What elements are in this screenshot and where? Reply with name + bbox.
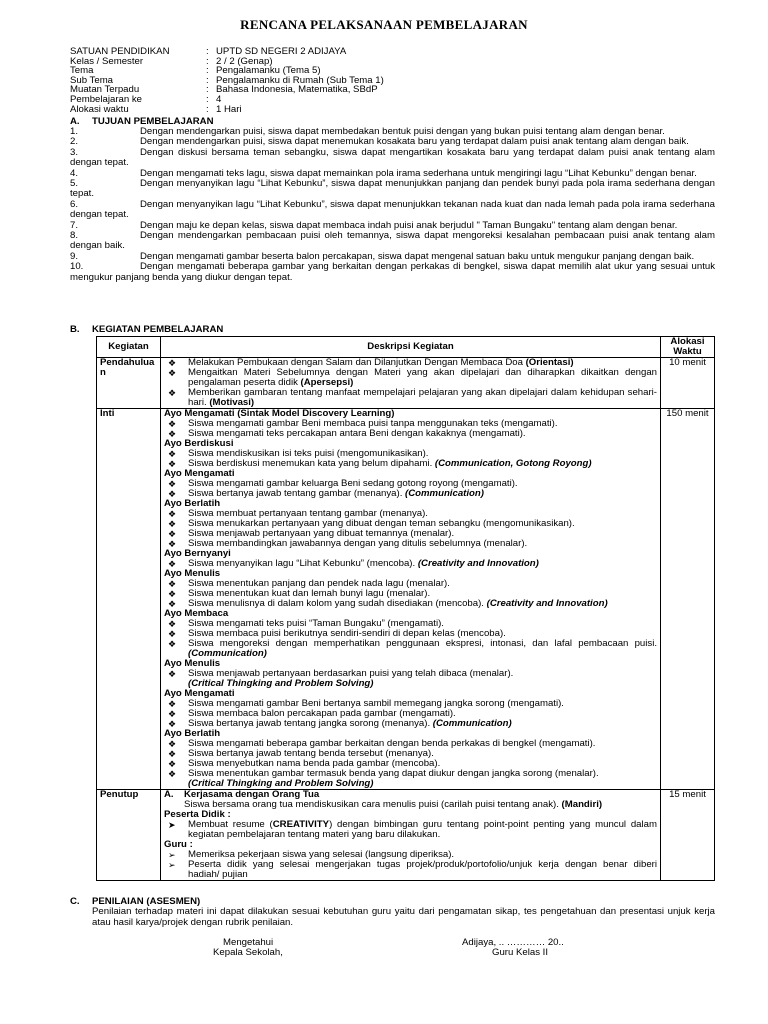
- bullet-diamond-icon: ❖: [168, 489, 177, 499]
- inti-description: [161, 409, 661, 790]
- bullet-diamond-icon: ❖: [168, 599, 177, 609]
- objective-item: [70, 231, 715, 252]
- activity-item: [164, 599, 657, 609]
- objective-text: Dengan mendengarkan pembacaan puisi oleh temannya, siswa dapat mengoreksi kesalahan pembacaan puisi anak tentang alam dengan baik.: [70, 230, 715, 252]
- penutup-a-number: A.: [164, 789, 174, 800]
- objective-number: 9.: [70, 250, 79, 262]
- signature-right-line1: Adijaya, .. ………… 20..: [462, 937, 564, 948]
- objective-item: [70, 148, 715, 169]
- bullet-body: Siswa menentukan kuat dan lemah bunyi lagu (menalar).: [188, 588, 431, 599]
- bullet-body: Memberikan gambaran tentang manfaat mempelajari pelajaran yang akan dipelajari dalam kehidupan sehari-hari.: [188, 387, 657, 408]
- bullet-diamond-icon: ❖: [168, 579, 177, 589]
- activity-item: [164, 559, 657, 569]
- bullet-diamond-icon: ❖: [168, 769, 177, 779]
- bullet-tag: (Communication, Gotong Royong): [434, 458, 592, 469]
- objective-text: Dengan mendengarkan puisi, siswa dapat membedakan bentuk puisi dengan yang bukan puisi tentang alam dengan benar.: [140, 126, 665, 137]
- objective-text: Dengan menyanyikan lagu “Lihat Kebunku”, siswa dapat menunjukkan tekanan nada kuat dan nada lemah pada pola irama sederhana dengan tepat.: [70, 198, 715, 221]
- meta-row: [70, 47, 710, 57]
- bullet-text: [188, 599, 657, 609]
- bullet-diamond-icon: ❖: [168, 739, 177, 749]
- bullet-body: Siswa mengamati gambar keluarga Beni sedang gotong royong (mengamati).: [188, 478, 518, 489]
- bullet-diamond-icon: ❖: [168, 709, 177, 719]
- learning-objectives: [70, 127, 715, 283]
- bullet-body: Siswa menyanyikan lagu “Lihat Kebunku” (mencoba).: [188, 558, 418, 569]
- penutup-label: Penutup: [97, 790, 161, 881]
- penutup-description: [161, 790, 661, 881]
- bullet-tag: (Communication): [405, 488, 484, 499]
- activity-heading: Ayo Menulis: [164, 568, 221, 579]
- meta-row: [70, 57, 710, 67]
- bullet-diamond-icon: ❖: [168, 479, 177, 489]
- meta-row: [70, 95, 710, 105]
- header-kegiatan: Kegiatan: [97, 337, 161, 358]
- section-a-title: TUJUAN PEMBELAJARAN: [92, 116, 214, 127]
- bullet-body: Siswa mengamati gambar Beni bertanya sambil memegang jangka sorong (mengamati).: [188, 698, 564, 709]
- bullet-body: Siswa menukarkan pertanyaan yang dibuat dengan teman sebangku (mengomunikasikan).: [188, 518, 575, 529]
- arrow-bullet-icon: ➢: [168, 860, 176, 870]
- bullet-body: Siswa mengamati teks puisi “Taman Bungaku” (mengamati).: [188, 618, 444, 629]
- objective-text: Dengan mengamati beberapa gambar yang berkaitan dengan perkakas di bengkel, siswa dapat memilih alat ukur yang sesuai untuk mengukur panjang benda yang diukur dengan tepat.: [70, 261, 715, 283]
- bullet-diamond-icon: ❖: [168, 419, 177, 429]
- objective-number: 10.: [70, 261, 84, 273]
- meta-row: [70, 76, 710, 86]
- bullet-body: Siswa bertanya jawab tentang gambar (menanya).: [188, 488, 406, 499]
- meta-label: Sub Tema: [70, 74, 114, 86]
- bullet-diamond-icon: ❖: [168, 719, 177, 729]
- activity-heading: Ayo Berlatih: [164, 498, 221, 509]
- pendahuluan-time: 10 menit: [661, 358, 715, 409]
- guru-item: [164, 860, 657, 880]
- penutup-a-title: Kerjasama dengan Orang Tua: [184, 789, 320, 800]
- activity-item: [164, 489, 657, 499]
- meta-colon: :: [206, 103, 209, 115]
- bullet-text: [188, 559, 657, 569]
- section-c-title: PENILAIAN (ASESMEN): [92, 896, 201, 907]
- bullet-diamond-icon: ❖: [168, 368, 177, 378]
- bullet-text: [188, 368, 657, 388]
- peserta-item: [164, 820, 657, 840]
- activity-item: [164, 539, 657, 549]
- bullet-diamond-icon: ❖: [168, 749, 177, 759]
- bullet-body: Siswa membaca puisi berikutnya sendiri-sendiri di depan kelas (mencoba).: [188, 628, 506, 639]
- bullet-text: [188, 719, 657, 729]
- activity-item: [164, 719, 657, 729]
- meta-label: Alokasi waktu: [70, 103, 129, 115]
- section-b-title: KEGIATAN PEMBELAJARAN: [92, 324, 224, 335]
- bullet-diamond-icon: ❖: [168, 429, 177, 439]
- bullet-body: Siswa menyebutkan nama benda pada gambar (mencoba).: [188, 758, 441, 769]
- objective-number: 6.: [70, 198, 79, 210]
- bullet-body: Siswa mengamati gambar Beni membaca puisi tanpa menggunakan teks (mengamati).: [188, 418, 558, 429]
- peserta-list: [164, 820, 657, 840]
- bullet-diamond-icon: ❖: [168, 619, 177, 629]
- objective-item: [70, 200, 715, 221]
- section-b-heading: [70, 325, 223, 335]
- activity-heading: Ayo Berlatih: [164, 728, 221, 739]
- meta-value: 4: [216, 93, 222, 105]
- bullet-tag: (Motivasi): [209, 397, 255, 408]
- bullet-diamond-icon: ❖: [168, 388, 177, 398]
- activity-item: [164, 639, 657, 659]
- activity-item: [164, 459, 657, 469]
- activity-heading: Ayo Mengamati: [164, 468, 235, 479]
- bullet-body: Melakukan Pembukaan dengan Salam dan Dilanjutkan Dengan Membaca Doa: [188, 357, 526, 368]
- table-header-row: [97, 337, 715, 358]
- meta-value: 2 / 2 (Genap): [216, 55, 273, 67]
- meta-colon: :: [206, 74, 209, 86]
- bullet-tag: (Orientasi): [525, 357, 574, 368]
- activity-heading: Ayo Mengamati: [164, 688, 235, 699]
- activity-heading: Ayo Berdiskusi: [164, 438, 234, 449]
- pendahuluan-description: [161, 358, 661, 409]
- peserta-text: [188, 820, 657, 840]
- objective-text: Dengan mengamati teks lagu, siswa dapat memainkan pola irama sederhana untuk mengiringi lagu “Lihat Kebunku” dengan benar.: [140, 167, 697, 179]
- objective-text: Dengan menyanyikan lagu “Lihat Kebunku”, siswa dapat menunjukkan panjang dan pendek bunyi pada pola irama sederhana dengan tepat.: [70, 178, 715, 200]
- bullet-diamond-icon: ❖: [168, 449, 177, 459]
- inti-label: Inti: [97, 409, 161, 790]
- section-c-text: Penilaian terhadap materi ini dapat dilakukan sesuai kebutuhan guru yaitu dari pengamatan sikap, tes pengetahuan dan presentasi unjuk kerja atau hasil karya/projek dengan rubrik penilaian.: [92, 906, 715, 928]
- objective-number: 3.: [70, 146, 79, 158]
- bullet-diamond-icon: ❖: [168, 519, 177, 529]
- bullet-tag: (Creativity and Innovation): [486, 598, 608, 609]
- meta-colon: :: [206, 55, 209, 67]
- pendahuluan-item: [164, 368, 657, 388]
- objective-number: 7.: [70, 219, 79, 231]
- meta-colon: :: [206, 65, 209, 77]
- bullet-diamond-icon: ❖: [168, 699, 177, 709]
- peserta-bold: CREATIVITY: [272, 819, 330, 830]
- pendahuluan-label: Pendahuluan: [97, 358, 161, 409]
- objective-number: 5.: [70, 178, 79, 190]
- objective-item: [70, 179, 715, 200]
- bullet-diamond-icon: ❖: [168, 639, 177, 649]
- row-pendahuluan: [97, 358, 715, 409]
- bullet-diamond-icon: ❖: [168, 629, 177, 639]
- bullet-body: Siswa membandingkan jawabannya dengan yang ditulis sebelumnya (menalar).: [188, 538, 528, 549]
- objective-text: Dengan mendengarkan puisi, siswa dapat menemukan kosakata baru yang terdapat dalam puisi anak tentang alam dengan baik.: [140, 136, 689, 148]
- bullet-tag: (Creativity and Innovation): [417, 558, 539, 569]
- bullet-text: [188, 388, 657, 408]
- bullet-body: Siswa mengamati teks percakapan antara Beni dengan kakaknya (mengamati).: [188, 428, 526, 439]
- objective-text: Dengan mengamati gambar beserta balon percakapan, siswa dapat mengenal satuan baku untuk mengukur panjang dengan baik.: [140, 250, 695, 262]
- peserta-pre: Membuat resume (: [188, 819, 273, 830]
- arrow-bullet-icon: ➤: [168, 820, 176, 830]
- bullet-diamond-icon: ❖: [168, 358, 177, 368]
- bullet-text: [188, 429, 657, 439]
- meta-row: [70, 66, 710, 76]
- section-b-number: B.: [70, 324, 80, 335]
- meta-label: Tema: [70, 65, 94, 77]
- penutup-a-text: [164, 800, 657, 810]
- signature-left: [213, 938, 353, 959]
- signature-right-line2: Guru Kelas II: [492, 947, 548, 959]
- bullet-diamond-icon: ❖: [168, 539, 177, 549]
- activities-table: [96, 336, 715, 881]
- bullet-text: [188, 459, 657, 469]
- bullet-text: [188, 639, 657, 659]
- bullet-text: [188, 489, 657, 499]
- meta-value: Pengalamanku (Tema 5): [216, 65, 321, 77]
- bullet-body: Siswa mengoreksi dengan memperhatikan penggunaan ekspresi, intonasi, dan lafal pembacaan puisi.: [188, 638, 657, 649]
- pendahuluan-item: [164, 388, 657, 408]
- signature-left-line1: Mengetahui: [223, 937, 274, 948]
- bullet-diamond-icon: ❖: [168, 509, 177, 519]
- row-inti: [97, 409, 715, 790]
- section-c-number: C.: [70, 896, 80, 907]
- guru-heading: Guru :: [164, 839, 193, 850]
- meta-value: 1 Hari: [216, 103, 242, 115]
- meta-value: Bahasa Indonesia, Matematika, SBdP: [216, 84, 378, 96]
- bullet-tag: (Apersepsi): [300, 377, 354, 388]
- objective-number: 2.: [70, 136, 79, 148]
- header-alokasi: Alokasi Waktu: [661, 337, 715, 358]
- meta-colon: :: [206, 84, 209, 96]
- activity-heading: Ayo Menulis: [164, 658, 221, 669]
- objective-item: [70, 262, 715, 283]
- meta-label: Kelas / Semester: [70, 55, 144, 67]
- bullet-body: Siswa mengamati beberapa gambar berkaitan dengan benda perkakas di bengkel (mengamati).: [188, 738, 596, 749]
- activity-note: (Critical Thingking and Problem Solving): [188, 678, 374, 689]
- row-penutup: [97, 790, 715, 881]
- meta-label: Muatan Terpadu: [70, 84, 140, 96]
- bullet-body: Siswa menentukan panjang dan pendek nada lagu (menalar).: [188, 578, 450, 589]
- meta-row: [70, 85, 710, 95]
- bullet-diamond-icon: ❖: [168, 529, 177, 539]
- meta-value: UPTD SD NEGERI 2 ADIJAYA: [216, 46, 347, 57]
- bullet-diamond-icon: ❖: [168, 669, 177, 679]
- activity-item: [164, 429, 657, 439]
- meta-label: SATUAN PENDIDIKAN: [70, 46, 170, 57]
- bullet-body: Siswa menjawab pertanyaan berdasarkan puisi yang telah dibaca (menalar).: [188, 668, 514, 679]
- bullet-diamond-icon: ❖: [168, 559, 177, 569]
- inti-time: 150 menit: [661, 409, 715, 790]
- peserta-heading: Peserta Didik :: [164, 809, 231, 820]
- bullet-diamond-icon: ❖: [168, 589, 177, 599]
- objective-number: 4.: [70, 167, 79, 179]
- guru-text: Peserta didik yang selesai mengerjakan tugas projek/produk/portofolio/unjuk kerja dengan benar diberi hadiah/ pujian: [188, 859, 657, 880]
- objective-text: Dengan diskusi bersama teman sebangku, siswa dapat mengartikan kosakata baru yang terdapat dalam puisi anak tentang alam dengan tepat.: [70, 146, 715, 169]
- bullet-body: Siswa menulisnya di dalam kolom yang sudah disediakan (mencoba).: [188, 598, 487, 609]
- meta-label: Pembelajaran ke: [70, 93, 142, 105]
- bullet-body: Siswa menjawab pertanyaan yang dibuat temannya (menalar).: [188, 528, 455, 539]
- meta-value: Pengalamanku di Rumah (Sub Tema 1): [216, 74, 384, 86]
- bullet-body: Mengaitkan Materi Sebelumnya dengan Materi yang akan dipelajari dan diharapkan dikaitkan dengan pengalaman peserta didik: [188, 367, 657, 388]
- section-a-number: A.: [70, 116, 80, 127]
- meta-row: [70, 105, 710, 115]
- bullet-diamond-icon: ❖: [168, 459, 177, 469]
- activity-heading: Ayo Mengamati (Sintak Model Discovery Learning): [164, 408, 395, 419]
- meta-colon: :: [206, 93, 209, 105]
- guru-list: [164, 850, 657, 880]
- bullet-body: Siswa bertanya jawab tentang benda tersebut (menanya).: [188, 748, 434, 759]
- activity-heading: Ayo Bernyanyi: [164, 548, 231, 559]
- signature-left-line2: Kepala Sekolah,: [213, 947, 283, 959]
- bullet-body: Siswa membuat pertanyaan tentang gambar (menanya).: [188, 508, 428, 519]
- bullet-diamond-icon: ❖: [168, 759, 177, 769]
- bullet-body: Siswa berdiskusi menemukan kata yang belum dipahami.: [188, 458, 435, 469]
- bullet-tag: (Communication): [432, 718, 512, 729]
- guru-text: Memeriksa pekerjaan siswa yang selesai (langsung diperiksa).: [188, 849, 455, 860]
- bullet-text: [188, 539, 657, 549]
- bullet-body: Siswa bertanya jawab tentang jangka sorong (menanya).: [188, 718, 433, 729]
- bullet-body: Siswa mendiskusikan isi teks puisi (mengomunikasikan).: [188, 448, 429, 459]
- identity-block: [70, 47, 710, 114]
- meta-colon: :: [206, 46, 209, 57]
- bullet-tag: (Communication): [188, 648, 267, 659]
- objective-text: Dengan maju ke depan kelas, siswa dapat membaca indah puisi anak berjudul " Taman Bungaku" tentang alam dengan benar.: [140, 219, 678, 231]
- peserta-post: ) dengan bimbingan guru tentang point-point penting yang muncul dalam kegiatan pembelajaran tentang materi yang baru dilakukan.: [188, 819, 657, 840]
- bullet-body: Siswa membaca balon percakapan pada gambar (mengamati).: [188, 708, 456, 719]
- activity-note: (Critical Thingking and Problem Solving): [188, 778, 374, 789]
- objective-number: 8.: [70, 230, 79, 242]
- penutup-a-tag: (Mandiri): [561, 799, 603, 810]
- signature-right: [462, 938, 622, 959]
- penutup-a-body: Siswa bersama orang tua mendiskusikan cara menulis puisi (carilah puisi tentang anak).: [184, 799, 562, 810]
- penutup-time: 15 menit: [661, 790, 715, 881]
- activity-heading: Ayo Membaca: [164, 608, 229, 619]
- section-c: [70, 897, 715, 928]
- objective-number: 1.: [70, 126, 79, 137]
- bullet-body: Siswa menentukan gambar termasuk benda yang dapat diukur dengan jangka sorong (menalar).: [188, 768, 599, 779]
- arrow-bullet-icon: ➢: [168, 850, 176, 860]
- document-title: RENCANA PELAKSANAAN PEMBELAJARAN: [240, 17, 528, 32]
- header-deskripsi: Deskripsi Kegiatan: [161, 337, 661, 358]
